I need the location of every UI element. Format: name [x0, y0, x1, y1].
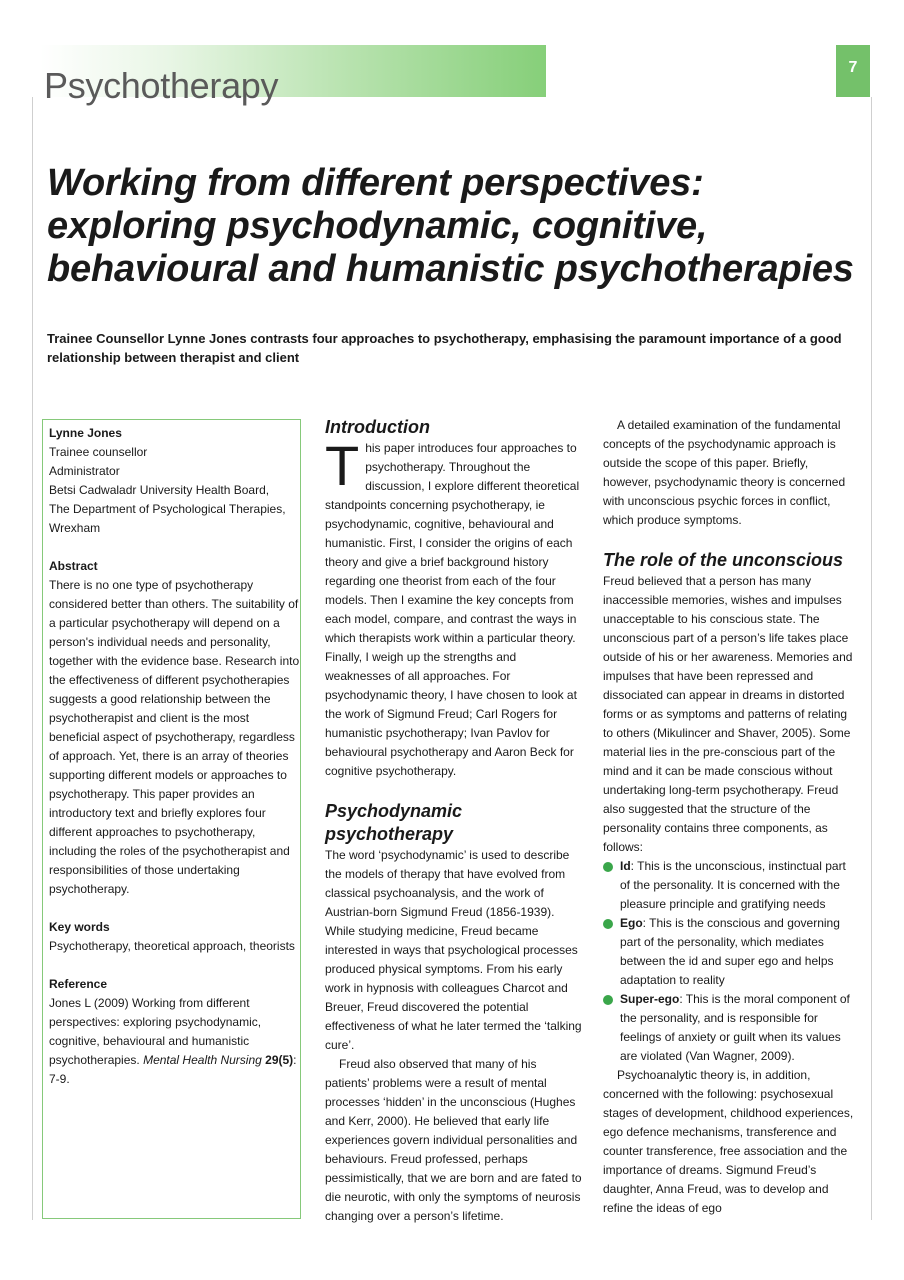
introduction-paragraph	[325, 434, 583, 781]
standfirst: Trainee Counsellor Lynne Jones contrasts four approaches to psychotherapy, emphasising the paramount importance of a good relationship between therapist and client	[47, 331, 842, 365]
section-title: Psychotherapy	[44, 65, 279, 106]
list-item	[603, 914, 859, 990]
green-bullet-icon	[603, 995, 613, 1005]
author-abstract-box	[42, 419, 301, 1219]
author-line: Administrator	[49, 464, 120, 478]
list-item-text: : This is the conscious and governing part of the personality, which mediates between the id and super ego and helps adaptation to reality	[620, 916, 840, 987]
list-item-term: Id	[620, 859, 631, 873]
introduction-text: his paper introduces four approaches to psychotherapy. Throughout the discussion, I explore different theoretical standpoints concerning psychotherapy, ie psychodynamic, cognitive, behavioural and humanistic. First, I consider the origins of each theory and give a brief background history regarding one theorist from each of the four models. Then I examine the key concepts from each model, compare, and contrast the ways in which therapists work within a particular theory. Finally, I weigh up the strengths and weaknesses of all approaches. For psychodynamic theory, I have chosen to look at the work of Sigmund Freud; Carl Rogers for humanistic psychotherapy; Ivan Pavlov for behavioural psychotherapy and Aaron Beck for cognitive psychotherapy.	[325, 441, 580, 778]
list-item	[603, 990, 859, 1066]
author-line: Wrexham	[49, 521, 101, 535]
author-line: Betsi Cadwaladr University Health Board,	[49, 483, 270, 497]
author-name: Lynne Jones	[49, 426, 122, 440]
reference-journal: Mental Health Nursing	[143, 1053, 262, 1067]
personality-components-list	[603, 857, 859, 1066]
unconscious-paragraph: Freud believed that a person has many inaccessible memories, wishes and impulses unacceptable to his conscious state. The unconscious part of a person’s life takes place outside of his or her awareness. Memories and impulses that have been repressed and dissociated can appear in dreams in distorted forms or as symptoms and patterns of relating to others (Mikulincer and Shaver, 2005). Some material lies in the pre-conscious part of the mind and it can be made conscious without undertaking long-term psychotherapy. Freud also suggested that the structure of the personality contains three components, as follows:	[603, 574, 853, 854]
green-bullet-icon	[603, 919, 613, 929]
drop-cap: T	[325, 434, 360, 497]
overview-paragraph: A detailed examination of the fundamental concepts of the psychodynamic approach is outside the scope of this paper. Briefly, however, psychodynamic theory is concerned with unconscious psychic forces in conflict, which produce symptoms.	[603, 418, 846, 527]
psychodynamic-paragraph-1: The word ‘psychodynamic’ is used to describe the models of therapy that have evolved from classical psychoanalysis, and the work of Austrian-born Sigmund Freud (1856-1939). While studying medicine, Freud became interested in ways that psychological processes produced physical symptoms. From his early work in hypnosis with colleagues Charcot and Breuer, Freud discovered the potential effectiveness of what he later termed the ‘talking cure’.	[325, 848, 582, 1052]
reference-volume: 29(5)	[265, 1053, 294, 1067]
right-column	[603, 416, 859, 1218]
middle-column	[325, 416, 583, 1226]
left-margin-rule	[32, 97, 33, 1220]
reference-text: Jones L (2009) Working from different perspectives: exploring psychodynamic, cognitive, behavioural and humanistic psychotherapies.	[49, 996, 262, 1067]
keywords-heading: Key words	[49, 920, 110, 934]
abstract-heading: Abstract	[49, 559, 98, 573]
psychoanalytic-paragraph: Psychoanalytic theory is, in addition, concerned with the following: psychosexual stages of development, childhood experiences, ego defence mechanisms, transference and counter transference, free association and the importance of dreams. Sigmund Freud’s daughter, Anna Freud, was to develop and refine the ideas of ego	[603, 1068, 854, 1215]
abstract-text: There is no one type of psychotherapy considered better than others. The suitability of a particular psychotherapy will depend on a person's individual needs and personality, together with the evidence base. Research into the effectiveness of different psychotherapies suggests a good relationship between the psychotherapist and client is the most beneficial aspect of psychotherapy, regardless of approach. Yet, there is an array of theories supporting different models or approaches to psychotherapy. This paper provides an introductory text and briefly explores four different approaches to psychotherapy, including the roles of the psychotherapist and responsibilities of those undertaking psychotherapy.	[49, 578, 300, 896]
list-item	[603, 857, 859, 914]
unconscious-heading: The role of the unconscious	[603, 550, 844, 570]
introduction-heading: Introduction	[325, 417, 430, 437]
reference-citation	[49, 994, 300, 1089]
page-number: 7	[836, 45, 870, 97]
list-item-text: : This is the unconscious, instinctual part of the personality. It is concerned with the pleasure principle and gratifying needs	[620, 859, 846, 911]
list-item-term: Super-ego	[620, 992, 680, 1006]
list-item-text: : This is the moral component of the personality, and is responsible for feelings of anxiety or guilt when its values are violated (Van Wagner, 2009).	[620, 992, 850, 1063]
article-title: Working from different perspectives: exploring psychodynamic, cognitive, behavioural and humanistic psychotherapies	[47, 162, 854, 290]
reference-pages: : 7-9.	[49, 1053, 297, 1086]
green-bullet-icon	[603, 862, 613, 872]
list-item-term: Ego	[620, 916, 643, 930]
psychodynamic-heading: Psychodynamic psychotherapy	[325, 801, 463, 844]
right-margin-rule	[871, 97, 872, 1220]
reference-heading: Reference	[49, 977, 108, 991]
psychodynamic-paragraph-2: Freud also observed that many of his patients’ problems were a result of mental processes ‘hidden’ in the unconscious (Hughes and Kerr, 2000). He believed that early life experiences govern individual personalities and behaviours. Freud professed, perhaps pessimistically, that we are born and are fated to die neurotic, with only the symptoms of neurosis changing over a person’s lifetime.	[325, 1057, 582, 1223]
author-line: The Department of Psychological Therapies,	[49, 502, 286, 516]
author-line: Trainee counsellor	[49, 445, 148, 459]
keywords-text: Psychotherapy, theoretical approach, theorists	[49, 939, 295, 953]
